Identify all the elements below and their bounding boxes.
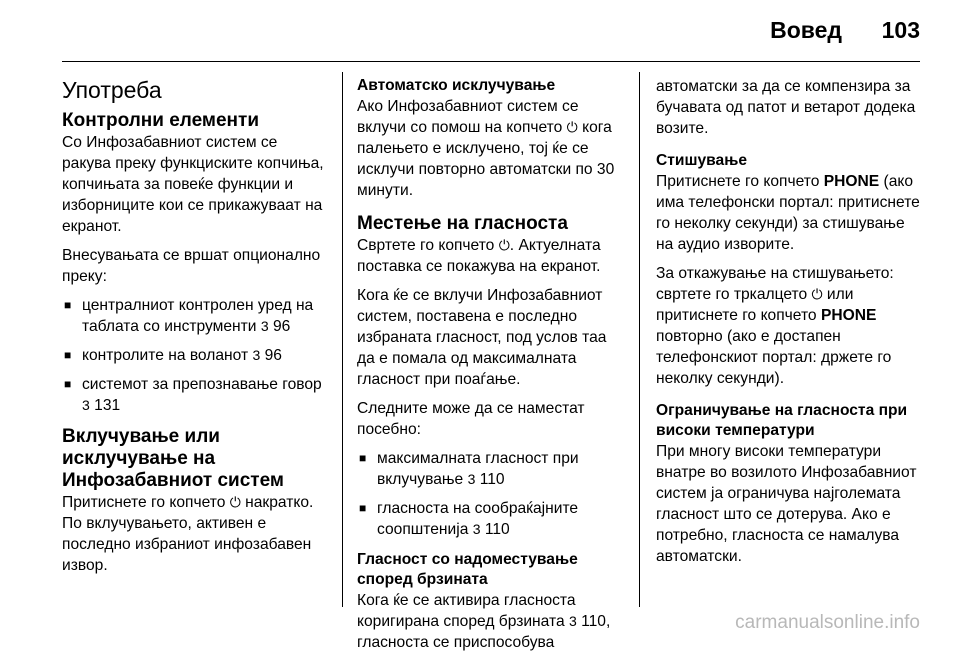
phone-button-label: PHONE (823, 173, 880, 190)
page-ref-arrow-icon: 3 (568, 613, 577, 629)
heading-volume: Местење на гласноста (357, 213, 568, 234)
mute-paragraph-1: Притиснете го копчето PHONE (ако има телефонски портал: притиснете го неколку секунди) за стишување на аудио изворите. (656, 173, 920, 253)
page-header (0, 0, 960, 62)
page-ref[interactable]: 96 (264, 347, 282, 364)
power-knob-icon: ⏻ (811, 286, 823, 302)
section-title: Вовед (770, 17, 842, 43)
heading-mute: Стишување (656, 152, 748, 169)
list-item: ■ системот за препознавање говор 3 131 (62, 374, 330, 416)
power-knob-icon: ⏻ (498, 237, 510, 253)
chapter-title: Употреба (62, 77, 162, 103)
list-item: ■ централниот контролен уред на таблата со инструменти 3 96 (62, 295, 330, 337)
page-ref[interactable]: 110 (484, 521, 510, 538)
power-knob-icon: ⏻ (229, 494, 241, 510)
column-1 (62, 76, 330, 584)
high-temp-paragraph: При многу високи температури внатре во возилото Инфозабавниот систем ја ограничува најголемата гласност што се дотерува. Ако е потребно, гласноста се намалува автоматски. (656, 443, 917, 565)
list-item: ■ максималната гласност при вклучување 3 110 (357, 448, 625, 490)
page-ref[interactable]: 131 (94, 397, 121, 414)
controls-list (62, 295, 330, 416)
page-ref[interactable]: 110 (479, 471, 505, 488)
list-item: ■ гласноста на сообраќајните соопштенија 3 110 (357, 498, 625, 540)
volume-paragraph-3: Следните може да се наместат посебно: (357, 400, 585, 438)
list-item: ■ контролите на воланот 3 96 (62, 345, 330, 366)
page-ref-arrow-icon: 3 (472, 521, 481, 537)
heading-power: Вклучување или исклучување на Инфозабавниот систем (62, 426, 284, 491)
page-number: 103 (881, 17, 920, 43)
speed-volume-paragraph: Кога ќе се активира гласноста коригирана според брзината 3 110, гласноста се приспособува (357, 592, 611, 651)
power-knob-icon: ⏻ (566, 119, 578, 135)
volume-list (357, 448, 625, 540)
heading-controls: Контролни елементи (62, 110, 260, 131)
page-ref-arrow-icon: 3 (467, 471, 476, 487)
page-ref-arrow-icon: 3 (260, 318, 269, 334)
phone-button-label: PHONE (820, 307, 877, 324)
column-3 (656, 76, 926, 575)
power-paragraph: Притиснете го копчето ⏻ накратко. По вклучувањето, активен е последно избраниот инфозабавен извор. (62, 494, 314, 574)
mute-paragraph-2: За откажување на стишувањето: свртете го тркалцето ⏻ или притиснете го копчето PHONE повторно (ако е достапен телефонскиот портал: држете го неколку секунди). (656, 265, 894, 387)
controls-paragraph-1: Со Инфозабавниот систем се ракува преку функциските копчиња, копчињата за повеќе функции и изборниците кои се прикажуваат на екранот. (62, 134, 324, 235)
volume-paragraph-1: Свртете го копчето ⏻. Актуелната поставка се покажува на екранот. (357, 237, 601, 275)
page-ref[interactable]: 110 (581, 613, 606, 630)
watermark: carmanualsonline.info (735, 612, 920, 633)
continued-paragraph: автоматски за да се компензира за бучавата од патот и ветарот додека возите. (656, 78, 916, 137)
column-2 (357, 76, 625, 661)
heading-high-temp: Ограничување на гласноста при високи температури (656, 402, 908, 439)
heading-auto-off: Автоматско исклучување (357, 77, 556, 94)
volume-paragraph-2: Кога ќе се вклучи Инфозабавниот систем, поставена е последно избраната гласност, под услов таа да е помала од максималната гласност при поаѓање. (357, 287, 607, 388)
heading-speed-volume: Гласност со надоместување според брзината (357, 551, 578, 588)
header-rule (62, 61, 920, 62)
auto-off-paragraph: Ако Инфозабавниот систем се вклучи со помош на копчето ⏻ кога палењето е исклучено, тој ќе се исклучи повторно автоматски по 30 минути. (357, 98, 615, 199)
page-ref-arrow-icon: 3 (82, 397, 90, 413)
column-divider-1 (342, 72, 343, 607)
controls-paragraph-2: Внесувањата се вршат опционално преку: (62, 247, 321, 285)
column-divider-2 (639, 72, 640, 607)
page-ref-arrow-icon: 3 (252, 347, 261, 363)
page-ref[interactable]: 96 (272, 318, 291, 335)
